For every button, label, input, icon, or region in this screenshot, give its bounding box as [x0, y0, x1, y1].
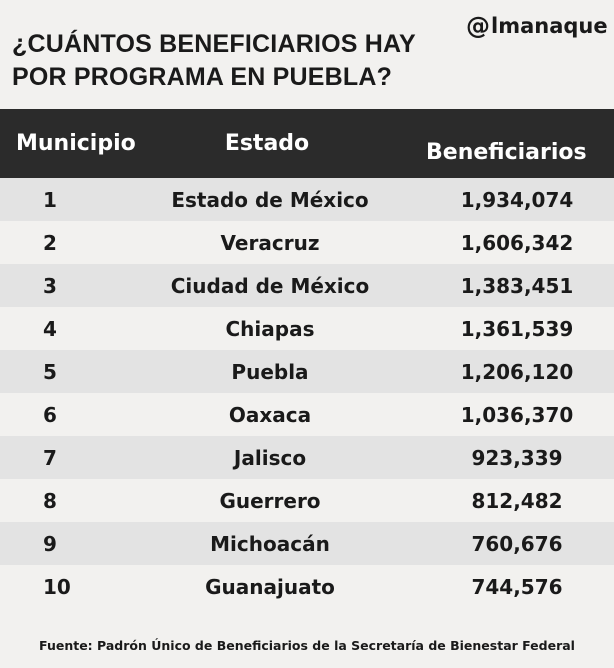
table-row	[0, 565, 614, 608]
row-rank: 9	[43, 532, 57, 556]
row-rank: 8	[43, 489, 57, 513]
table-row	[0, 436, 614, 479]
row-rank: 4	[43, 317, 57, 341]
row-estado: Veracruz	[220, 231, 320, 255]
row-estado: Estado de México	[171, 188, 369, 212]
row-beneficiarios: 923,339	[471, 446, 563, 470]
row-beneficiarios: 1,383,451	[460, 274, 574, 298]
row-estado: Michoacán	[210, 532, 330, 556]
row-rank: 6	[43, 403, 57, 427]
row-beneficiarios: 1,934,074	[460, 188, 574, 212]
at-sign-icon: @	[466, 12, 490, 40]
row-beneficiarios: 744,576	[471, 575, 563, 599]
table-body	[0, 178, 614, 608]
source-note: Fuente: Padrón Único de Beneficiarios de la Secretaría de Bienestar Federal	[39, 638, 575, 653]
page-title: ¿CUÁNTOS BENEFICIARIOS HAY POR PROGRAMA EN PUEBLA?	[12, 30, 416, 91]
row-estado: Chiapas	[225, 317, 315, 341]
row-beneficiarios: 1,036,370	[460, 403, 574, 427]
row-beneficiarios: 760,676	[471, 532, 563, 556]
table-header	[0, 109, 614, 178]
row-estado: Jalisco	[233, 446, 307, 470]
row-rank: 5	[43, 360, 57, 384]
header-municipio: Municipio	[16, 131, 136, 156]
table-row	[0, 221, 614, 264]
row-estado: Oaxaca	[228, 403, 312, 427]
header-beneficiarios: Beneficiarios	[426, 140, 587, 165]
brand-logo	[466, 12, 608, 40]
table-row	[0, 479, 614, 522]
row-rank: 10	[43, 575, 71, 599]
table-row	[0, 522, 614, 565]
row-estado: Guerrero	[219, 489, 321, 513]
row-beneficiarios: 1,361,539	[460, 317, 574, 341]
row-rank: 7	[43, 446, 57, 470]
row-estado: Puebla	[231, 360, 309, 384]
row-estado: Ciudad de México	[170, 274, 370, 298]
beneficiaries-table	[0, 109, 614, 608]
row-rank: 3	[43, 274, 57, 298]
row-rank: 1	[43, 188, 57, 212]
brand-logo-text: lmanaque	[491, 14, 608, 38]
row-beneficiarios: 1,206,120	[460, 360, 574, 384]
table-row	[0, 264, 614, 307]
table-row	[0, 307, 614, 350]
table-row	[0, 350, 614, 393]
header-estado: Estado	[224, 131, 310, 156]
table-row	[0, 178, 614, 221]
row-beneficiarios: 1,606,342	[460, 231, 574, 255]
row-estado: Guanajuato	[205, 575, 335, 599]
row-beneficiarios: 812,482	[471, 489, 563, 513]
table-row	[0, 393, 614, 436]
row-rank: 2	[43, 231, 57, 255]
